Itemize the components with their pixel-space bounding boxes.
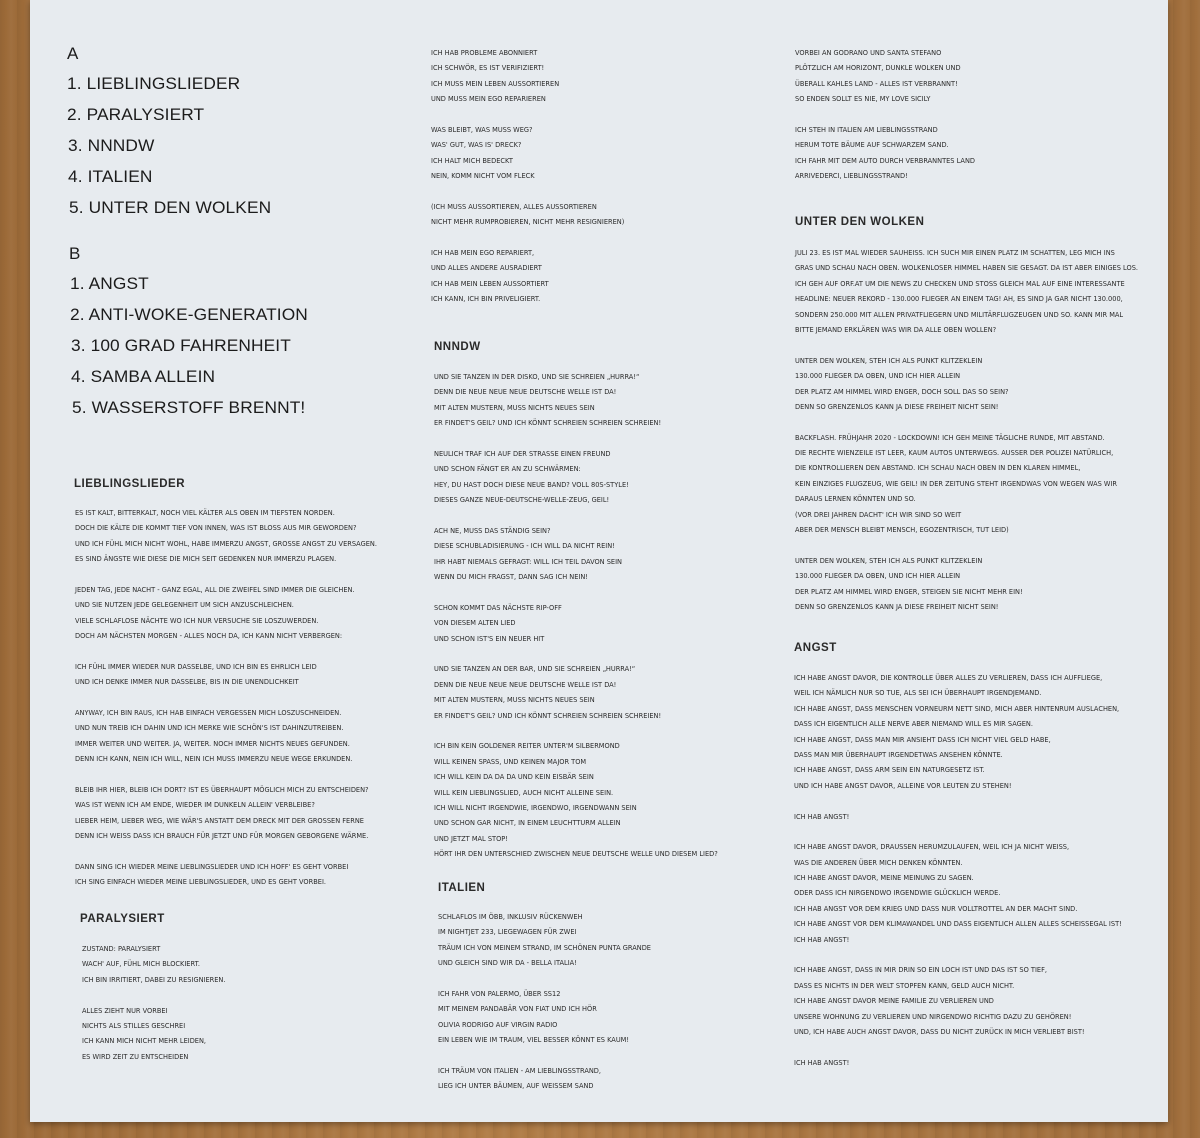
lyric-line: DENN SO GRENZENLOS KANN JA DIESE FREIHEIT NICHT SEIN! <box>795 401 999 411</box>
lyric-line: UND SCHON IST'S EIN NEUER HIT <box>434 633 545 643</box>
lyric-line: VON DIESEM ALTEN LIED <box>434 618 516 628</box>
lyric-line: GRAS UND SCHAU NACH OBEN. WOLKENLOSER HIMMEL HABEN SIE GESAGT. DA IST ABER EINIGES LOS. <box>795 263 1139 273</box>
song-title-nnndw: NNNDW <box>434 341 481 353</box>
lyric-line: UND GLEICH SIND WIR DA - BELLA ITALIA! <box>438 958 577 968</box>
stanza-break <box>434 584 718 599</box>
stanza-break <box>434 508 718 523</box>
lyric-line: UND SIE TANZEN IN DER DISKO, UND SIE SCHREIEN „HURRA!“ <box>434 372 640 381</box>
lyric-line: UND, ICH HABE AUCH ANGST DAVOR, DASS DU NICHT ZURÜCK IN MICH VERLIEBT BIST! <box>794 1026 1085 1036</box>
lyric-line: IHR HABT NIEMALS GEFRAGT: WILL ICH TEIL DAVON SEIN <box>434 556 623 566</box>
lyric-line: VIELE SCHLAFLOSE NÄCHTE WO ICH NUR VERSUCHE SIE LOSZUWERDEN. <box>75 615 319 625</box>
lyric-line: UND SCHON GAR NICHT, IN EINEM LEUCHTTURM ALLEIN <box>434 818 621 828</box>
lyric-line: NICHT MEHR RUMPROBIEREN, NICHT MEHR RESIGNIEREN) <box>431 217 625 227</box>
lyric-line: WACH' AUF, FÜHL MICH BLOCKIERT. <box>82 959 200 969</box>
lyric-line: LIEBER HEIM, LIEBER WEG, WIE WÄR'S ANSTATT DEM DRECK MIT DER GROSSEN FERNE <box>75 815 364 825</box>
lyric-line: UNTER DEN WOLKEN, STEH ICH ALS PUNKT KLITZEKLEIN <box>795 355 983 365</box>
stanza-break <box>75 690 377 705</box>
lyric-line: ICH HALT MICH BEDECKT <box>431 155 513 165</box>
lyric-line: DENN SO GRENZENLOS KANN JA DIESE FREIHEIT NICHT SEIN! <box>795 601 999 611</box>
lyric-line: ER FINDET'S GEIL? UND ICH KÖNNT SCHREIEN SCHREIEN SCHREIEN! <box>434 710 662 720</box>
lyric-line: MIT MEINEM PANDABÄR VON FIAT UND ICH HÖR <box>438 1004 597 1014</box>
stanza-break <box>431 184 624 199</box>
lyric-line: 130.000 FLIEGER DA OBEN, UND ICH HIER ALLEIN <box>795 571 961 581</box>
lyric-line: ICH MUSS MEIN LEBEN AUSSORTIEREN <box>431 78 560 88</box>
side-a-track: 3. NNNDW <box>68 137 155 155</box>
lyric-line: DANN SING ICH WIEDER MEINE LIEBLINGSLIEDER UND ICH HOFF' ES GEHT VORBEI <box>75 861 349 871</box>
lyric-line: ICH SCHWÖR, ES IST VERIFIZIERT! <box>431 63 545 73</box>
stanza-break <box>82 987 225 1002</box>
lyric-line: NEULICH TRAF ICH AUF DER STRASSE EINEN FREUND <box>434 448 611 458</box>
lyric-line: WAS' GUT, WAS IS' DRECK? <box>431 140 522 150</box>
song-title-paralysiert: PARALYSIERT <box>80 913 165 925</box>
lyric-line: DOCH AM NÄCHSTEN MORGEN - ALLES NOCH DA, ICH KANN NICHT VERBERGEN: <box>75 631 343 641</box>
side-a-track: 5. UNTER DEN WOLKEN <box>69 199 272 217</box>
lyric-line: MIT ALTEN MUSTERN, MUSS NICHTS NEUES SEIN <box>434 695 595 705</box>
lyrics-paralysiert <box>82 941 225 1064</box>
lyric-line: WILL KEIN LIEBLINGSLIED, AUCH NICHT ALLEINE SEIN. <box>434 787 614 797</box>
lyric-line: SONDERN 250.000 MIT ALLEN PRIVATFLIEGERN UND MILITÄRFLUGZEUGEN UND SO. KANN MIR MAL <box>795 309 1124 319</box>
lyric-line: WAS BLEIBT, WAS MUSS WEG? <box>431 124 533 134</box>
lyric-line: ES WIRD ZEIT ZU ENTSCHEIDEN <box>82 1051 189 1061</box>
lyric-line: DENN DIE NEUE NEUE NEUE DEUTSCHE WELLE IST DA! <box>434 679 617 689</box>
lyric-line: ICH HAB ANGST VOR DEM KRIEG UND DASS NUR VOLLTROTTEL AN DER MACHT SIND. <box>794 903 1078 913</box>
lyric-line: (ICH MUSS AUSSORTIEREN, ALLES AUSSORTIEREN <box>431 201 597 211</box>
lyrics-angst <box>794 670 1122 1070</box>
side-a-track: 4. ITALIEN <box>68 168 153 186</box>
stanza-break <box>75 567 377 582</box>
stanza-break <box>75 767 377 782</box>
lyric-line: UND SIE NUTZEN JEDE GELEGENHEIT UM SICH ANZUSCHLEICHEN. <box>75 600 294 610</box>
lyric-line: IM NIGHTJET 233, LIEGEWAGEN FÜR ZWEI <box>438 927 577 937</box>
song-title-unter-den-wolken: UNTER DEN WOLKEN <box>795 216 925 228</box>
stanza-break <box>794 824 1122 839</box>
lyric-line: WILL KEINEN SPASS, UND KEINEN MAJOR TOM <box>434 756 587 766</box>
lyric-line: ICH HAB MEIN LEBEN AUSSORTIERT <box>431 278 549 288</box>
stanza-break <box>794 1039 1122 1054</box>
song-title-angst: ANGST <box>794 642 837 654</box>
lyric-line: ICH HABE ANGST, DASS ARM SEIN EIN NATURGESETZ IST. <box>794 765 985 775</box>
lyric-line: ICH HAB ANGST! <box>794 1057 850 1067</box>
side-b-track: 3. 100 GRAD FAHRENHEIT <box>71 337 291 355</box>
lyric-line: TRÄUM ICH VON MEINEM STRAND, IM SCHÖNEN PUNTA GRANDE <box>438 942 651 952</box>
lyric-line: ICH HABE ANGST DAVOR, DRAUSSEN HERUMZULAUFEN, WEIL ICH JA NICHT WEISS, <box>794 842 1070 852</box>
lyric-line: DENN ICH KANN, NEIN ICH WILL, NEIN ICH MUSS IMMERZU NEUE WEGE ERKUNDEN. <box>75 754 353 764</box>
lyric-line: UND MUSS MEIN EGO REPARIEREN <box>431 94 546 104</box>
lyric-line: ALLES ZIEHT NUR VORBEI <box>82 1005 168 1015</box>
lyric-line: ICH KANN MICH NICHT MEHR LEIDEN, <box>82 1036 207 1046</box>
stanza-break <box>75 644 377 659</box>
side-b-track: 2. ANTI-WOKE-GENERATION <box>70 306 308 324</box>
lyric-line: UND ICH FÜHL MICH NICHT WOHL, HABE IMMERZU ANGST, GROSSE ANGST ZU VERSAGEN. <box>75 538 377 548</box>
lyric-line: ES IST KALT, BITTERKALT, NOCH VIEL KÄLTER ALS OBEN IM TIEFSTEN NORDEN. <box>75 508 335 517</box>
lyrics-lieblingslieder <box>75 505 377 890</box>
lyric-line: UND ICH DENKE IMMER NUR DASSELBE, BIS IN DIE UNENDLICHKEIT <box>75 677 299 687</box>
lyric-line: ICH WILL KEIN DA DA DA UND KEIN EISBÄR SEIN <box>434 772 594 782</box>
lyric-line: DIE RECHTE WIENZEILE IST LEER, KAUM AUTOS UNTERWEGS. AUSSER DER POLIZEI NATÜRLICH, <box>795 448 1114 458</box>
lyric-line: DASS ES NICHTS IN DER WELT STOPFEN KANN, GELD AUCH NICHT. <box>794 980 1015 990</box>
lyrics-italien <box>438 909 651 1094</box>
lyric-line: SO ENDEN SOLLT ES NIE, MY LOVE SICILY <box>795 94 931 104</box>
lyric-line: DENN ICH WEISS DASS ICH BRAUCH FÜR JETZT UND FÜR MORGEN GEBORGENE WÄRME. <box>75 831 369 841</box>
lyric-line: WEIL ICH NÄMLICH NUR SO TUE, ALS SEI ICH ÜBERHAUPT IRGENDJEMAND. <box>794 688 1042 698</box>
lyric-line: DOCH DIE KÄLTE DIE KOMMT TIEF VON INNEN, WAS IST BLOSS AUS MIR GEWORDEN? <box>75 523 357 533</box>
lyric-line: UND NUN TREIB ICH DAHIN UND ICH MERKE WIE SCHÖN'S IST DAHINZUTREIBEN. <box>75 723 344 733</box>
lyrics-paralysiert-continued <box>431 45 624 307</box>
lyric-line: (VOR DREI JAHREN DACHT' ICH WIR SIND SO WEIT <box>795 509 962 519</box>
lyric-line: ICH HABE ANGST, DASS MAN MIR ANSIEHT DASS ICH NICHT VIEL GELD HABE, <box>794 734 1051 744</box>
lyric-line: BITTE JEMAND ERKLÄREN WAS WIR DA ALLE OBEN WOLLEN? <box>795 324 997 334</box>
lyric-line: ICH GEH AUF ORF.AT UM DIE NEWS ZU CHECKEN UND STOSS GLEICH MAL AUF EINE INTERESSANTE <box>795 278 1125 288</box>
stanza-break <box>795 337 1138 352</box>
stanza-break <box>795 414 1138 429</box>
side-b-track: 1. ANGST <box>70 275 149 293</box>
lyric-line: DASS MAN MIR ÜBERHAUPT IRGENDETWAS ANSEHEN KÖNNTE. <box>794 749 1003 759</box>
lyric-line: DER PLATZ AM HIMMEL WIRD ENGER, STEIGEN SIE NICHT MEHR EIN! <box>795 586 1023 596</box>
lyric-line: SCHLAFLOS IM ÖBB, INKLUSIV RÜCKENWEH <box>438 912 583 921</box>
lyric-line: EIN LEBEN WIE IM TRAUM, VIEL BESSER KÖNNT ES KAUM! <box>438 1035 630 1045</box>
lyric-line: ICH HAB ANGST! <box>794 934 850 944</box>
stanza-break <box>434 431 718 446</box>
lyric-line: UND ALLES ANDERE AUSRADIERT <box>431 263 542 273</box>
side-b-track: 5. WASSERSTOFF BRENNT! <box>72 399 306 417</box>
stanza-break <box>795 537 1138 552</box>
lyric-line: ICH HABE ANGST DAVOR MEINE FAMILIE ZU VERLIEREN UND <box>794 996 994 1006</box>
lyric-line: BACKFLASH. FRÜHJAHR 2020 - LOCKDOWN! ICH GEH MEINE TÄGLICHE RUNDE, MIT ABSTAND. <box>795 432 1105 442</box>
lyric-line: NICHTS ALS STILLES GESCHREI <box>82 1020 186 1030</box>
lyric-line: ER FINDET'S GEIL? UND ICH KÖNNT SCHREIEN SCHREIEN SCHREIEN! <box>434 418 662 428</box>
lyric-line: ICH HAB PROBLEME ABONNIERT <box>431 48 538 57</box>
lyric-line: DENN DIE NEUE NEUE NEUE DEUTSCHE WELLE IST DA! <box>434 387 617 397</box>
song-title-lieblingslieder: LIEBLINGSLIEDER <box>74 478 186 490</box>
lyric-line: UND ICH HABE ANGST DAVOR, ALLEINE VOR LEUTEN ZU STEHEN! <box>794 780 1012 790</box>
lyric-line: HÖRT IHR DEN UNTERSCHIED ZWISCHEN NEUE DEUTSCHE WELLE UND DIESEM LIED? <box>434 849 718 859</box>
stanza-break <box>794 947 1122 962</box>
lyric-line: UND JETZT MAL STOP! <box>434 833 508 843</box>
side-b-label: B <box>69 244 81 263</box>
lyric-line: IMMER WEITER UND WEITER. JA, WEITER. NOCH IMMER NICHTS NEUES GEFUNDEN. <box>75 738 350 748</box>
lyric-line: HERUM TOTE BÄUME AUF SCHWARZEM SAND. <box>795 140 949 150</box>
lyric-line: NEIN, KOMM NICHT VOM FLECK <box>431 171 535 181</box>
lyric-line: HEADLINE: NEUER REKORD - 130.000 FLIEGER AN EINEM TAG! AH, ES SIND JA GAR NICHT 130.000, <box>795 294 1123 304</box>
lyric-line: WAS IST WENN ICH AM ENDE, WIEDER IM DUNKELN ALLEIN' VERBLEIBE? <box>75 800 315 810</box>
stanza-break <box>794 793 1122 808</box>
lyric-line: DIESES GANZE NEUE-DEUTSCHE-WELLE-ZEUG, GEIL! <box>434 495 610 505</box>
lyric-line: ICH STEH IN ITALIEN AM LIEBLINGSSTRAND <box>795 124 938 134</box>
lyric-line: UND SCHON FÄNGT ER AN ZU SCHWÄRMEN: <box>434 464 581 474</box>
lyric-line: 130.000 FLIEGER DA OBEN, UND ICH HIER ALLEIN <box>795 371 961 381</box>
stanza-break <box>431 230 624 245</box>
song-title-italien: ITALIEN <box>438 882 486 894</box>
lyric-line: WAS DIE ANDEREN ÜBER MICH DENKEN KÖNNTEN. <box>794 857 963 867</box>
lyric-line: ARRIVEDERCI, LIEBLINGSSTRAND! <box>795 171 908 181</box>
lyric-line: ZUSTAND: PARALYSIERT <box>82 944 161 953</box>
lyric-line: PLÖTZLICH AM HORIZONT, DUNKLE WOLKEN UND <box>795 63 961 73</box>
side-a-track: 2. PARALYSIERT <box>67 106 205 124</box>
lyric-line: ICH FAHR MIT DEM AUTO DURCH VERBRANNTES LAND <box>795 155 975 165</box>
lyric-line: ICH HABE ANGST, DASS IN MIR DRIN SO EIN LOCH IST UND DAS IST SO TIEF, <box>794 965 1047 975</box>
stanza-break <box>795 107 975 122</box>
lyric-line: DIESE SCHUBLADISIERUNG - ICH WILL DA NICHT REIN! <box>434 541 615 551</box>
lyric-line: OLIVIA RODRIGO AUF VIRGIN RADIO <box>438 1019 558 1029</box>
lyric-line: KEIN EINZIGES FLUGZEUG, WIE GEIL! IN DER ZEITUNG STEHT IRGENDWAS VON WEGEN WAS WIR <box>795 478 1118 488</box>
lyric-line: ICH HAB ANGST! <box>794 811 850 821</box>
lyric-line: ICH TRÄUM VON ITALIEN - AM LIEBLINGSSTRAND, <box>438 1065 601 1075</box>
lyric-line: MIT ALTEN MUSTERN, MUSS NICHTS NEUES SEIN <box>434 402 595 412</box>
lyric-line: HEY, DU HAST DOCH DIESE NEUE BAND? VOLL 80S-STYLE! <box>434 479 629 489</box>
lyric-line: WENN DU MICH FRAGST, DANN SAG ICH NEIN! <box>434 572 588 582</box>
lyric-line: LIEG ICH UNTER BÄUMEN, AUF WEISSEM SAND <box>438 1081 594 1091</box>
lyric-line: ICH HABE ANGST VOR DEM KLIMAWANDEL UND DASS EIGENTLICH ALLEN ALLES SCHEISSEGAL IST! <box>794 919 1122 929</box>
lyric-line: ACH NE, MUSS DAS STÄNDIG SEIN? <box>434 525 551 535</box>
stanza-break <box>434 723 718 738</box>
lyric-line: DARAUS LERNEN KÖNNTEN UND SO. <box>795 494 916 504</box>
lyric-sheet <box>30 0 1168 1122</box>
lyric-line: ICH HABE ANGST DAVOR, DIE KONTROLLE ÜBER ALLES ZU VERLIEREN, DASS ICH AUFFLIEGE, <box>794 673 1103 682</box>
lyric-line: SCHON KOMMT DAS NÄCHSTE RIP-OFF <box>434 602 562 612</box>
lyrics-nnndw <box>434 369 718 862</box>
lyric-line: DER PLATZ AM HIMMEL WIRD ENGER, DOCH SOLL DAS SO SEIN? <box>795 386 1009 396</box>
side-b-track: 4. SAMBA ALLEIN <box>71 368 216 386</box>
side-a-label: A <box>67 44 79 63</box>
lyrics-italien-continued <box>795 45 975 184</box>
lyric-line: JULI 23. ES IST MAL WIEDER SAUHEISS. ICH SUCH MIR EINEN PLATZ IM SCHATTEN, LEG MICH INS <box>795 248 1115 257</box>
lyric-line: VORBEI AN GODRANO UND SANTA STEFANO <box>795 48 942 57</box>
lyric-line: ICH HABE ANGST DAVOR, MEINE MEINUNG ZU SAGEN. <box>794 873 974 883</box>
stanza-break <box>438 1048 651 1063</box>
lyric-line: ICH HAB MEIN EGO REPARIERT, <box>431 248 535 258</box>
lyric-line: ABER DER MENSCH BLEIBT MENSCH, EGOZENTRISCH, TUT LEID) <box>795 525 1009 535</box>
lyric-line: ODER DASS ICH NIRGENDWO IRGENDWIE GLÜCKLICH WERDE. <box>794 888 1001 898</box>
lyric-line: ICH SING EINFACH WIEDER MEINE LIEBLINGSLIEDER, UND ES GEHT VORBEI. <box>75 877 327 887</box>
lyric-line: ÜBERALL KAHLES LAND - ALLES IST VERBRANNT! <box>795 78 958 88</box>
side-a-track: 1. LIEBLINGSLIEDER <box>67 75 241 93</box>
lyric-line: ICH BIN IRRITIERT, DABEI ZU RESIGNIEREN. <box>82 974 226 984</box>
lyrics-unter-den-wolken <box>795 245 1138 614</box>
lyric-line: ICH WILL NICHT IRGENDWIE, IRGENDWO, IRGENDWANN SEIN <box>434 802 637 812</box>
lyric-line: ICH HABE ANGST, DASS MENSCHEN VORNEURM NETT SIND, MICH ABER HINTENRUM AUSLACHEN, <box>794 703 1120 713</box>
lyric-line: ICH BIN KEIN GOLDENER REITER UNTER'M SILBERMOND <box>434 741 620 751</box>
lyric-line: ANYWAY, ICH BIN RAUS, ICH HAB EINFACH VERGESSEN MICH LOSZUSCHNEIDEN. <box>75 708 342 718</box>
stanza-break <box>434 646 718 661</box>
lyric-line: UNSERE WOHNUNG ZU VERLIEREN UND NIRGENDWO RICHTIG DAZU ZU GEHÖREN! <box>794 1011 1072 1021</box>
lyric-line: ICH FÜHL IMMER WIEDER NUR DASSELBE, UND ICH BIN ES EHRLICH LEID <box>75 661 317 671</box>
lyric-line: UNTER DEN WOLKEN, STEH ICH ALS PUNKT KLITZEKLEIN <box>795 555 983 565</box>
lyric-line: DASS ICH EIGENTLICH ALLE NERVE ABER NIEMAND WILL ES MIR SAGEN. <box>794 719 1033 729</box>
stanza-break <box>438 971 651 986</box>
lyric-line: ICH FAHR VON PALERMO, ÜBER SS12 <box>438 988 561 998</box>
lyric-line: JEDEN TAG, JEDE NACHT - GANZ EGAL, ALL DIE ZWEIFEL SIND IMMER DIE GLEICHEN. <box>75 584 355 594</box>
lyric-line: BLEIB IHR HIER, BLEIB ICH DORT? IST ES ÜBERHAUPT MÖGLICH MICH ZU ENTSCHEIDEN? <box>75 785 369 795</box>
lyric-line: UND SIE TANZEN AN DER BAR, UND SIE SCHREIEN „HURRA!“ <box>434 664 636 674</box>
stanza-break <box>431 107 624 122</box>
lyric-line: ICH KANN, ICH BIN PRIVELIGIERT. <box>431 294 541 304</box>
lyric-line: ES SIND ÄNGSTE WIE DIESE DIE MICH SEIT GEDENKEN NUR IMMERZU PLAGEN. <box>75 554 337 564</box>
stanza-break <box>75 844 377 859</box>
lyric-line: DIE KONTROLLIEREN DEN ABSTAND. ICH SCHAU NACH OBEN IN DEN KLAREN HIMMEL, <box>795 463 1081 473</box>
